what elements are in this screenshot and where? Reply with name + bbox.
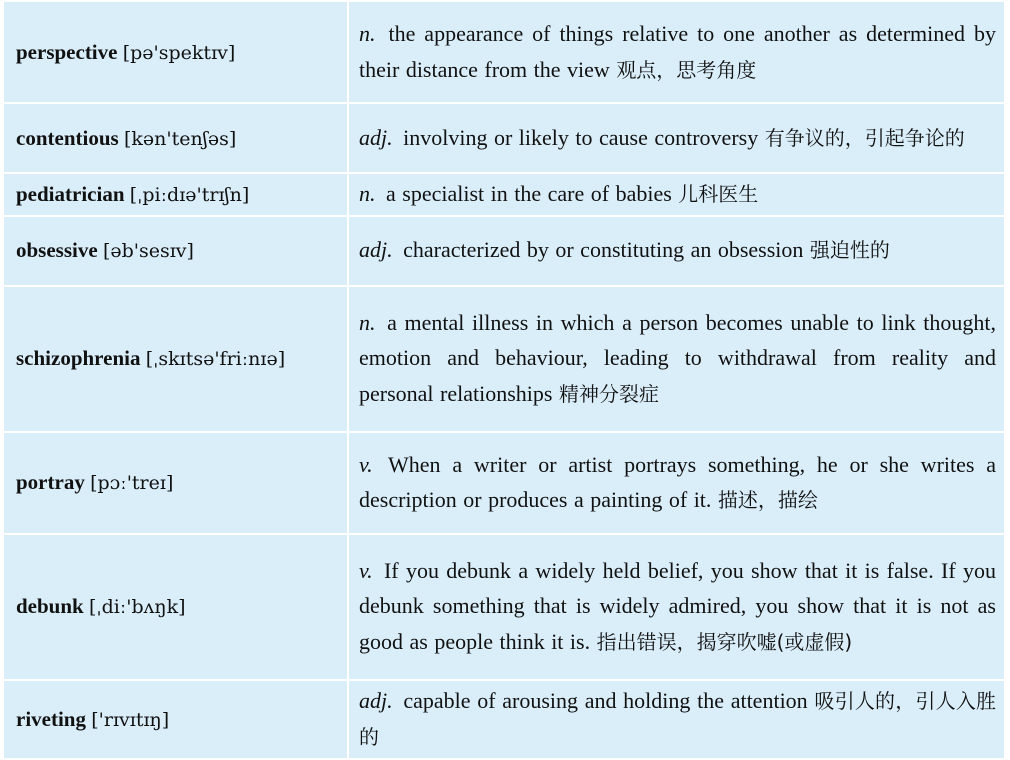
term-cell <box>4 680 348 759</box>
term-cell <box>4 432 348 534</box>
term-cell <box>4 173 348 216</box>
term-phonetic: [ˌpiːdɪə'trɪʃn] <box>129 183 250 206</box>
part-of-speech: adj. <box>359 687 393 713</box>
term-phonetic: ['rɪvɪtɪŋ] <box>91 708 170 731</box>
part-of-speech: adj. <box>359 237 393 263</box>
vocab-row <box>4 286 1004 432</box>
definition-text: capable of arousing and holding the attention <box>403 687 808 713</box>
term-phonetic: [pɔː'treɪ] <box>90 472 174 494</box>
definition-cell <box>348 216 1004 286</box>
definition-cell <box>348 103 1004 173</box>
vocab-row <box>4 216 1004 286</box>
vocab-row <box>4 534 1004 680</box>
term-phonetic: [əb'sesɪv] <box>102 240 194 262</box>
term-word: portray <box>16 470 85 494</box>
part-of-speech: n. <box>359 181 376 206</box>
term-phonetic: [kən'tenʃəs] <box>123 127 237 150</box>
definition-cell <box>348 286 1004 432</box>
term-word: schizophrenia <box>16 346 141 370</box>
chinese-translation: 儿科医生 <box>678 182 759 206</box>
vocab-row <box>4 103 1004 173</box>
definition-cell <box>348 680 1004 759</box>
definition-text: the appearance of things relative to one another as determined by their distance from the view <box>359 21 997 82</box>
chinese-translation: 吸引人的，引人入胜的 <box>359 688 997 749</box>
chinese-translation: 强迫性的 <box>809 238 890 263</box>
definition-cell <box>348 534 1004 680</box>
term-phonetic: [ˌdiː'bʌŋk] <box>88 596 186 618</box>
chinese-translation: 精神分裂症 <box>558 381 659 406</box>
term-word: contentious <box>16 125 119 150</box>
definition-text: a mental illness in which a person becomes unable to link thought, emotion and behaviour, leading to withdrawal from reality and personal relationships <box>359 309 996 406</box>
definition-text: characterized by or constituting an obsession <box>403 237 804 263</box>
chinese-translation: 观点，思考角度 <box>616 57 757 82</box>
part-of-speech: n. <box>359 309 376 335</box>
term-phonetic: [ˌskɪtsə'friːnɪə] <box>145 348 286 370</box>
term-cell <box>4 216 348 286</box>
part-of-speech: adj. <box>359 124 393 150</box>
term-cell <box>4 103 348 173</box>
term-phonetic: [pə'spektɪv] <box>122 41 236 64</box>
vocab-row <box>4 1 1004 103</box>
term-cell <box>4 1 348 103</box>
term-cell <box>4 534 348 680</box>
term-word: perspective <box>16 39 118 64</box>
part-of-speech: v. <box>359 451 373 477</box>
part-of-speech: n. <box>359 21 376 46</box>
vocab-row <box>4 432 1004 534</box>
definition-text: a specialist in the care of babies <box>386 181 672 206</box>
chinese-translation: 有争议的，引起争论的 <box>764 125 965 150</box>
chinese-translation: 描述，描绘 <box>717 488 818 512</box>
vocab-row <box>4 680 1004 759</box>
term-word: riveting <box>16 706 86 731</box>
term-word: debunk <box>16 594 84 618</box>
vocabulary-table <box>4 0 1004 760</box>
term-cell <box>4 286 348 432</box>
definition-text: When a writer or artist portrays something, he or she writes a description or produces a painting of it. <box>359 451 996 512</box>
definition-cell <box>348 432 1004 534</box>
term-word: pediatrician <box>16 181 125 206</box>
chinese-translation: 指出错误，揭穿吹嘘(或虚假) <box>596 629 853 654</box>
part-of-speech: v. <box>359 557 373 583</box>
definition-cell <box>348 1 1004 103</box>
definition-cell <box>348 173 1004 216</box>
definition-text: If you debunk a widely held belief, you show that it is false. If you debunk something that is widely admired, you show that it is not as good as people think it is. <box>359 557 996 654</box>
term-word: obsessive <box>16 238 98 262</box>
definition-text: involving or likely to cause controversy <box>403 124 759 150</box>
vocab-row <box>4 173 1004 216</box>
